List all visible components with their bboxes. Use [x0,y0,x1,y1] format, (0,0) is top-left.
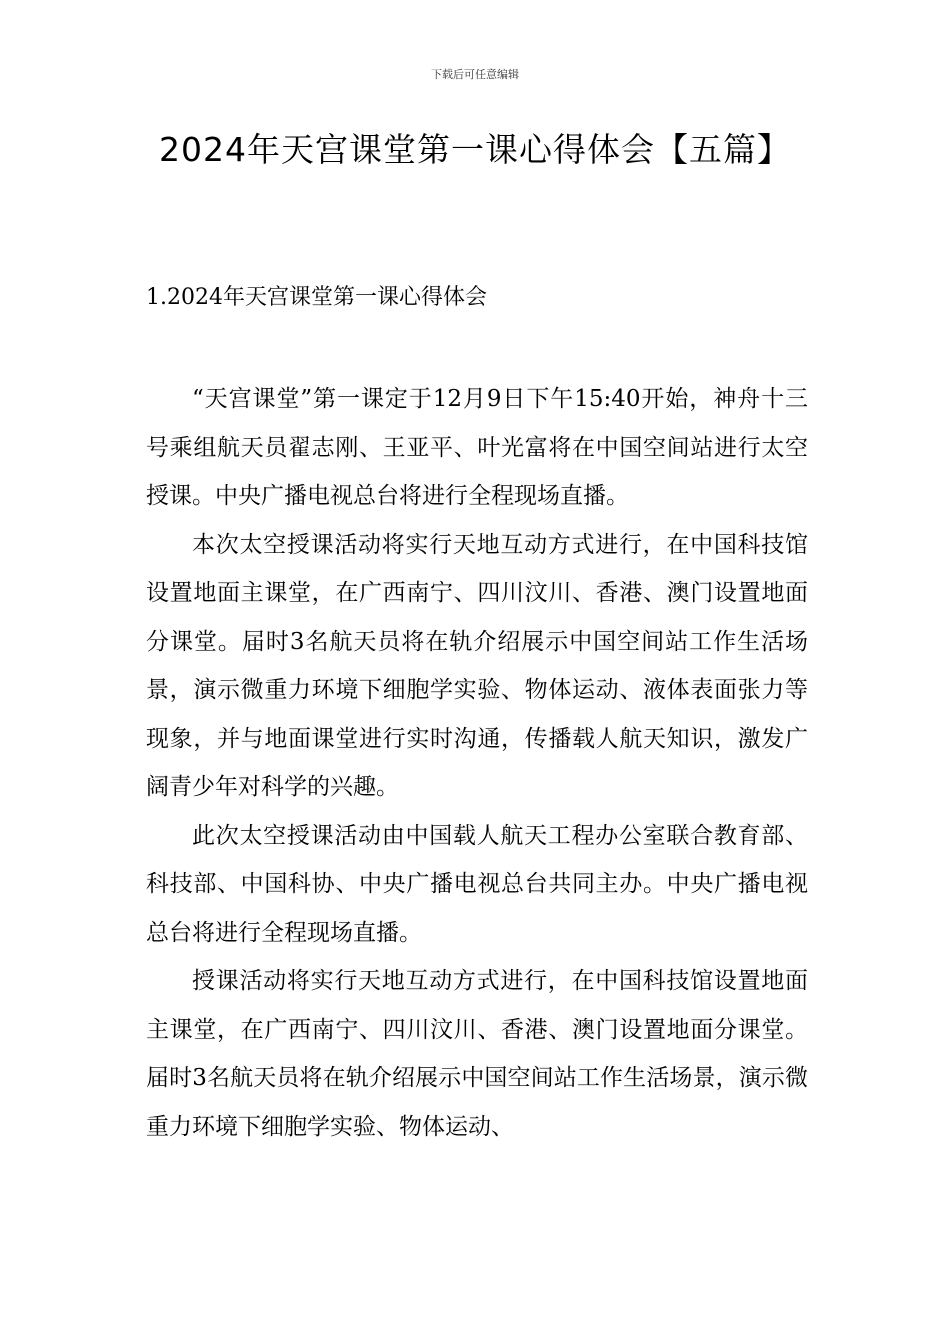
paragraph: 授课活动将实行天地互动方式进行，在中国科技馆设置地面主课堂，在广西南宁、四川汶川、香港、澳门设置地面分课堂。届时3名航天员将在轨介绍展示中国空间站工作生活场景，演示微重力环境下细胞学实验、物体运动、 [146,968,808,1140]
document-title: 2024年天宫课堂第一课心得体会【五篇】 [159,130,791,169]
header-note: 下载后可任意编辑 [431,68,519,81]
paragraph: “天宫课堂”第一课定于12月9日下午15:40开始，神舟十三号乘组航天员翟志刚、王亚平、叶光富将在中国空间站进行太空授课。中央广播电视总台将进行全程现场直播。 [146,386,808,509]
section-heading: 1.2024年天宫课堂第一课心得体会 [146,285,487,310]
document-body [146,375,808,1151]
paragraph: 此次太空授课活动由中国载人航天工程办公室联合教育部、科技部、中国科协、中央广播电视总台共同主办。中央广播电视总台将进行全程现场直播。 [146,822,808,946]
paragraph: 本次太空授课活动将实行天地互动方式进行，在中国科技馆设置地面主课堂，在广西南宁、四川汶川、香港、澳门设置地面分课堂。届时3名航天员将在轨介绍展示中国空间站工作生活场景，演示微重力环境下细胞学实验、物体运动、液体表面张力等现象，并与地面课堂进行实时沟通，传播载人航天知识，激发广阔青少年对科学的兴趣。 [146,531,808,800]
